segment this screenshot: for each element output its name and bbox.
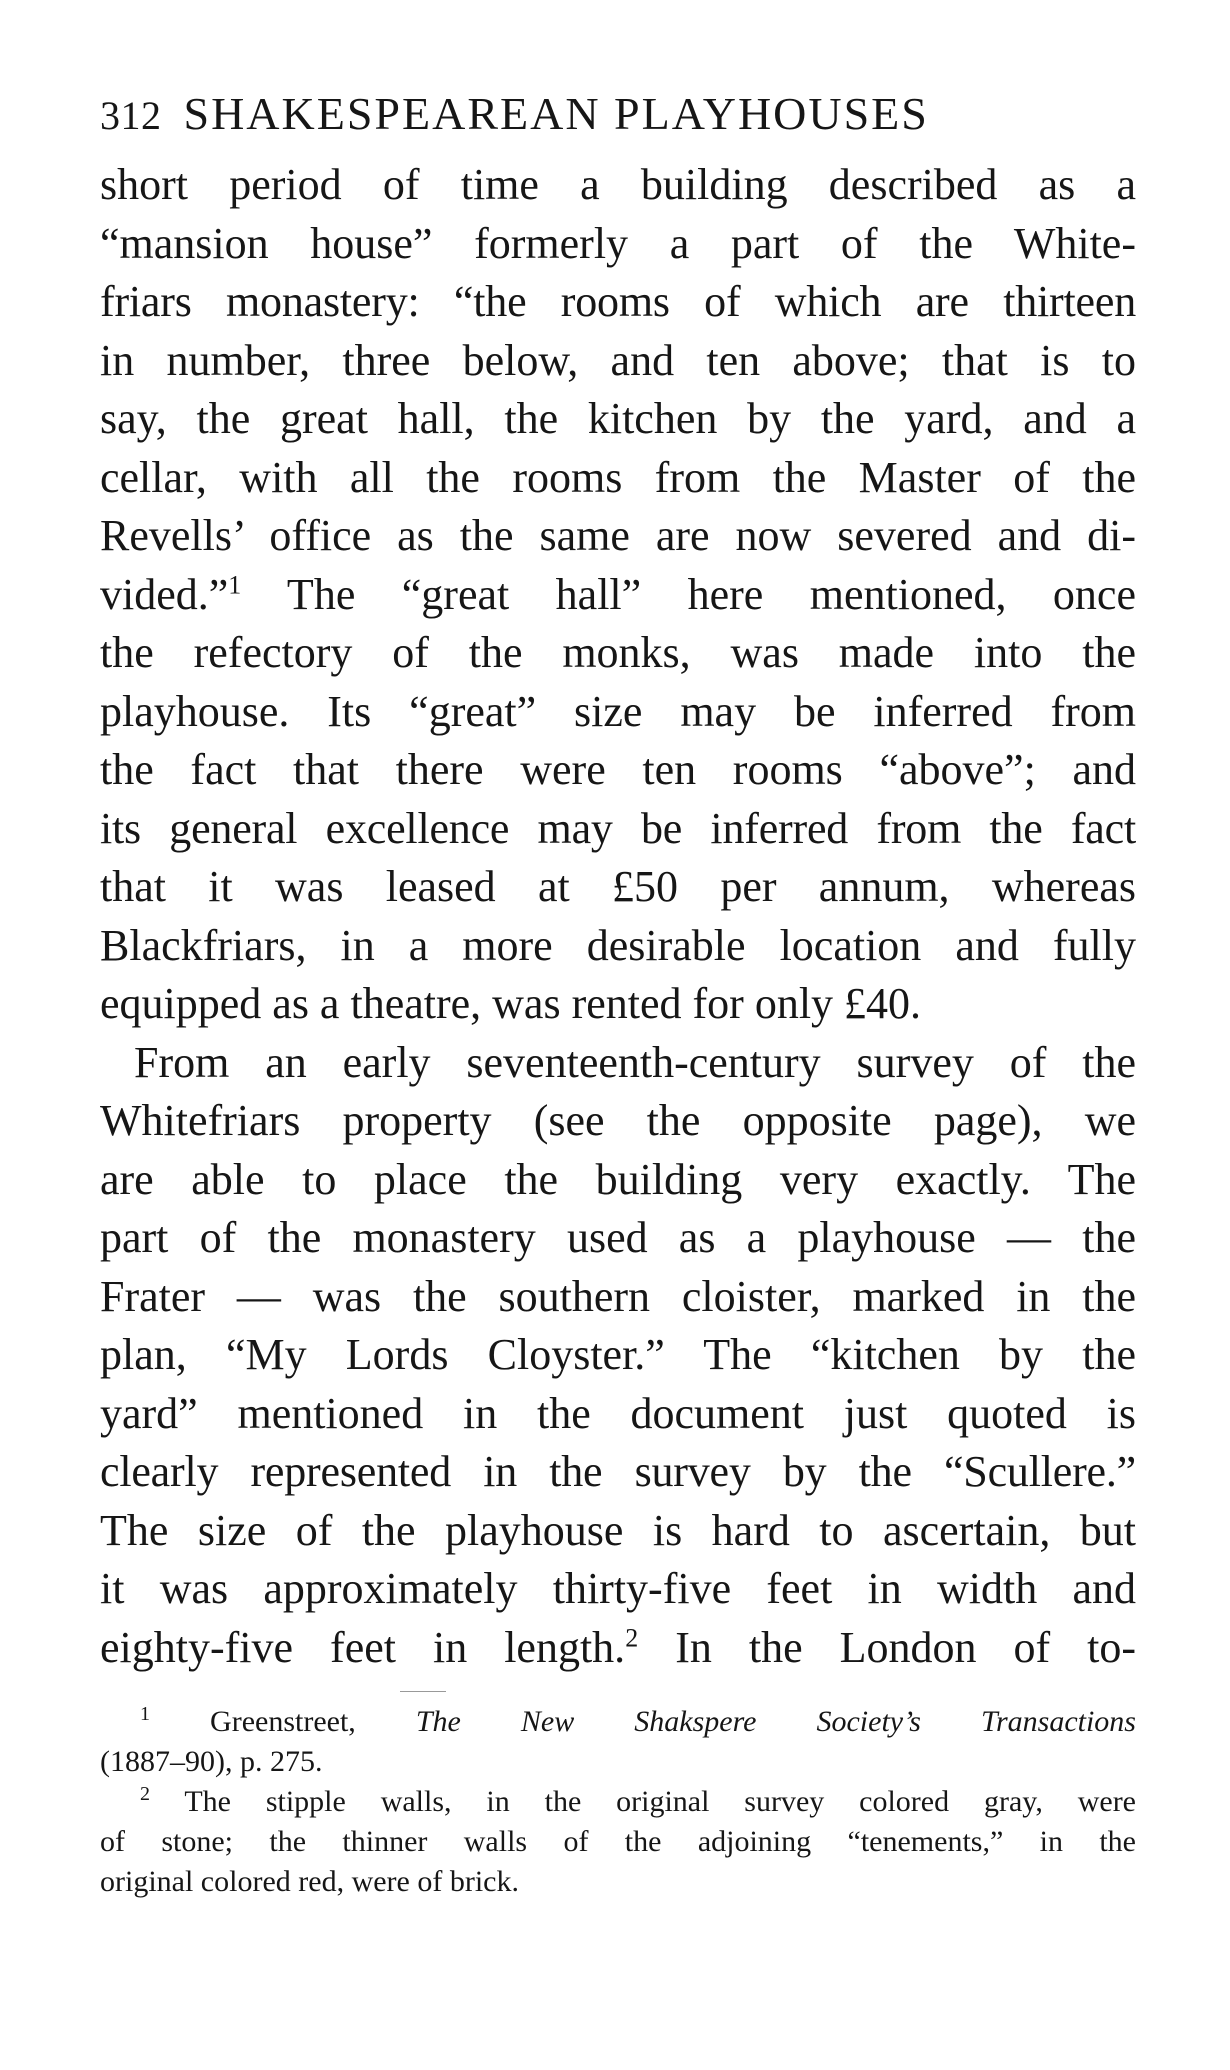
footnote-text: Greenstreet, <box>150 1705 416 1738</box>
text-line: The size of the playhouse is hard to ascertain, but <box>100 1505 1136 1555</box>
footnote-number: 1 <box>140 1703 150 1725</box>
footnote-ref-2: 2 <box>625 1622 639 1652</box>
footnote-ref-1: 1 <box>228 569 242 599</box>
text-fragment: In the London of to- <box>638 1622 1136 1672</box>
text-fragment: eighty-five feet in length. <box>100 1622 626 1672</box>
text-fragment: vided.” <box>100 569 229 619</box>
text-line: equipped as a theatre, was rented for only £40. <box>100 979 922 1028</box>
text-line: “mansion house” formerly a part of the White- <box>100 218 1136 268</box>
book-page <box>100 82 1136 1902</box>
footnote-divider <box>400 1691 446 1692</box>
text-line: friars monastery: “the rooms of which are thirteen <box>100 277 1136 326</box>
text-line: the fact that there were ten rooms “above”; and <box>100 745 1136 794</box>
text-line: Frater — was the southern cloister, marked in the <box>100 1271 1136 1321</box>
text-line: clearly represented in the survey by the “Scullere.” <box>100 1447 1136 1496</box>
footnote-2-continued: of stone; the thinner walls of the adjoining “tenements,” in the <box>100 1825 1136 1858</box>
text-fragment: The “great hall” here mentioned, once <box>241 569 1136 619</box>
text-line: that it was leased at £50 per annum, whereas <box>100 862 1136 911</box>
text-line: short period of time a building described as a <box>100 160 1136 209</box>
footnote-1 <box>100 1702 1136 1742</box>
text-line: part of the monastery used as a playhouse — the <box>100 1213 1136 1262</box>
text-line: its general excellence may be inferred from the fact <box>100 803 1136 853</box>
text-line: say, the great hall, the kitchen by the yard, and a <box>100 394 1136 443</box>
book-title: SHAKESPEAREAN PLAYHOUSES <box>183 88 929 139</box>
text-line: Revells’ office as the same are now severed and di- <box>100 511 1136 560</box>
running-head <box>100 82 1136 148</box>
footnote-2 <box>100 1782 1136 1822</box>
footnotes <box>100 1702 1136 1902</box>
text-line: the refectory of the monks, was made into the <box>100 628 1136 677</box>
footnote-2-continued: original colored red, were of brick. <box>100 1865 519 1898</box>
page-number: 312 <box>100 93 162 138</box>
text-line: plan, “My Lords Cloyster.” The “kitchen by the <box>100 1330 1136 1379</box>
text-line: Whitefriars property (see the opposite page), we <box>100 1096 1136 1145</box>
footnote-title: The New Shakspere Society’s Transactions <box>415 1705 1136 1738</box>
body-text <box>100 156 1136 1677</box>
text-line: Blackfriars, in a more desirable location and fully <box>100 920 1136 970</box>
text-line: playhouse. Its “great” size may be inferred from <box>100 686 1136 736</box>
text-line <box>100 1619 1136 1678</box>
text-line: in number, three below, and ten above; that is to <box>100 335 1136 385</box>
text-line: are able to place the building very exactly. The <box>100 1154 1136 1204</box>
text-line: it was approximately thirty-five feet in width and <box>100 1564 1136 1613</box>
footnote-number: 2 <box>140 1783 150 1805</box>
text-line: cellar, with all the rooms from the Master of the <box>100 452 1136 502</box>
text-line: yard” mentioned in the document just quoted is <box>100 1388 1136 1438</box>
text-line: From an early seventeenth-century survey of the <box>134 1037 1136 1087</box>
footnote-text: The stipple walls, in the original survey colored gray, were <box>150 1785 1136 1818</box>
text-line <box>100 566 1136 625</box>
footnote-1-continued: (1887–90), p. 275. <box>100 1745 323 1778</box>
